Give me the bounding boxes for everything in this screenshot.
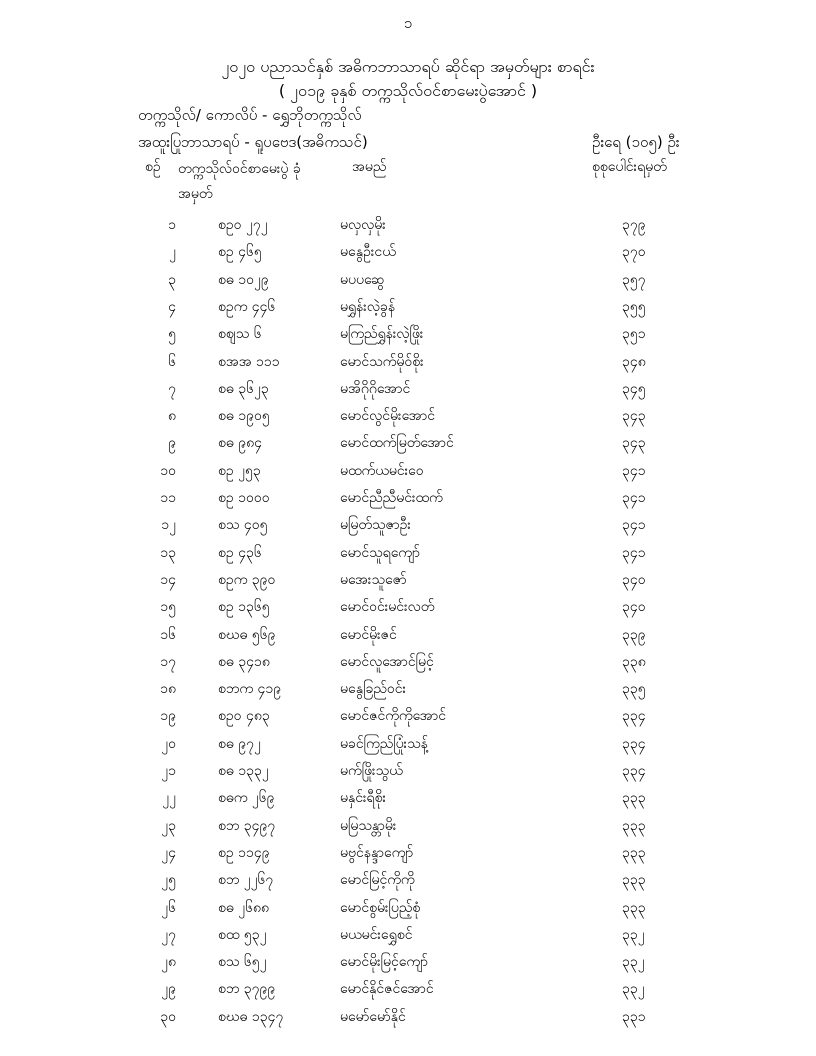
total-marks: ၃၃၈ <box>622 653 646 670</box>
roll-number: စဥက ၄၄၆ <box>218 298 276 315</box>
roll-number: စဓ ၁၉၀၅ <box>218 408 270 425</box>
student-name: မပပဆွေ <box>340 271 385 288</box>
row-number: ၃၀ <box>160 1008 176 1025</box>
student-name: မမော်မော်နိုင် <box>340 1008 406 1025</box>
student-name: မက်ဖြိုးသွယ် <box>340 763 403 779</box>
student-name: မမြသန္တာမိုး <box>340 817 397 834</box>
student-name: မောင်ညီညီမင်းထက် <box>340 490 443 506</box>
total-marks: ၃၃၅ <box>622 681 646 698</box>
student-name: မောင်ထက်မြတ်အောင် <box>340 435 454 452</box>
row-number: ၂၈ <box>161 954 176 971</box>
row-number: ၂၀ <box>161 735 176 752</box>
student-name: မအိဂိုဂိုအောင် <box>340 380 411 397</box>
student-name: မနွေခြည်ဝင်း <box>340 681 407 698</box>
table-row <box>0 706 816 730</box>
roll-number: စဘ ၃၇၉၉ <box>218 981 276 998</box>
row-number: ၂၉ <box>161 981 176 998</box>
total-marks: ၃၅၅ <box>622 298 646 315</box>
row-number: ၁၄ <box>160 571 176 588</box>
roll-number: စဓ ၂၆၈၈ <box>218 899 269 916</box>
table-row <box>0 979 816 1003</box>
table-row <box>0 734 816 758</box>
total-marks: ၃၄၅ <box>622 380 646 397</box>
table-row <box>0 379 816 403</box>
total-marks: ၃၃၃ <box>622 899 646 916</box>
row-number: ၃ <box>168 271 176 288</box>
table-row <box>0 952 816 976</box>
roll-number: စဓ ၉၇၂ <box>218 735 261 752</box>
row-number: ၁၁ <box>160 490 176 506</box>
column-header-name: အမည် <box>352 159 387 175</box>
total-marks: ၃၅၁ <box>622 326 646 343</box>
total-marks: ၃၄၁ <box>622 462 646 479</box>
roll-number: စဥ ၁၀၀၀ <box>218 490 270 506</box>
roll-number: စဥ ၂၅၃ <box>218 462 261 479</box>
roll-number: စဥ ၄၆၅ <box>218 244 262 261</box>
table-row <box>0 297 816 321</box>
total-marks: ၃၃၂ <box>622 981 645 998</box>
table-row <box>0 406 816 430</box>
total-marks: ၃၃၃ <box>622 817 646 834</box>
total-marks: ၃၇၉ <box>622 217 646 233</box>
row-number: ၁၆ <box>160 626 176 643</box>
row-number: ၂၃ <box>161 817 176 834</box>
student-name: မရွှန်းလဲ့ခွန် <box>340 298 396 315</box>
column-header-total-marks: စုစုပေါင်းရမှတ် <box>592 159 667 175</box>
student-name: မလှလှမိုး <box>340 217 386 233</box>
total-marks: ၃၄၃ <box>622 435 646 452</box>
row-number: ၉ <box>168 435 176 452</box>
student-name: မအေးသူဇော် <box>340 571 407 588</box>
student-count: ဦးရေ (၁၀၅) ဦး <box>592 133 680 151</box>
table-row <box>0 843 816 867</box>
row-number: ၁၀ <box>160 462 176 479</box>
total-marks: ၃၄၁ <box>622 544 646 561</box>
student-name: မမြတ်သူဇာဦး <box>340 517 411 534</box>
student-name: မောင်မိုးဇင် <box>340 626 397 643</box>
row-number: ၂၁ <box>161 763 176 779</box>
row-number: ၇ <box>168 380 176 397</box>
roll-number: စဃဓ ၁၃၄၇ <box>218 1008 284 1025</box>
table-row <box>0 270 816 294</box>
student-name: မဗွင်နန္ဒာကျော် <box>340 844 414 861</box>
roll-number: စသ ၆၅၂ <box>218 954 267 971</box>
table-row <box>0 788 816 812</box>
row-number: ၈ <box>168 408 176 425</box>
document-subtitle: ( ၂၀၁၉ ခုနှစ် တက္ကသိုလ်ဝင်စာမေးပွဲအောင် ) <box>278 81 538 100</box>
table-row <box>0 597 816 621</box>
roll-number: စထ ၅၃၂ <box>218 926 267 943</box>
total-marks: ၃၃၃ <box>622 844 646 861</box>
roll-number: စဥက ၃၉၀ <box>218 571 276 588</box>
table-row <box>0 925 816 949</box>
roll-number: စဓက ၂၆၉ <box>218 790 275 807</box>
row-number: ၄ <box>168 298 176 315</box>
student-name: မောင်လွင်မိုးအောင် <box>340 408 435 425</box>
student-name: မနွေဦးငယ် <box>340 244 396 261</box>
table-row <box>0 570 816 594</box>
total-marks: ၃၃၁ <box>622 1008 646 1025</box>
roll-number: စဓ ၃၆၂၃ <box>218 380 269 397</box>
row-number: ၂၅ <box>161 872 176 889</box>
student-name: မောင်ဇင်ကိုကိုအောင် <box>340 708 447 725</box>
column-header-no: စဉ် <box>145 159 161 175</box>
student-name: မောင်မိုးမြင့်ကျော် <box>340 954 429 971</box>
row-number: ၂၂ <box>162 790 176 807</box>
roll-number: စဃဓ ၅၆၉ <box>218 626 276 643</box>
page-number: ၁ <box>403 14 413 32</box>
row-number: ၂ <box>169 244 176 261</box>
total-marks: ၃၃၄ <box>622 763 646 779</box>
roll-number: စဓ ၉၈၄ <box>218 435 262 452</box>
university-line: တက္ကသိုလ်/ ကောလိပ် - ရွှေဘိုတက္ကသိုလ် <box>138 106 362 124</box>
row-number: ၆ <box>168 353 176 370</box>
roll-number: စသ ၄၀၅ <box>218 517 268 534</box>
row-number: ၂၇ <box>161 926 176 943</box>
roll-number: စဓ ၁၀၂၉ <box>218 271 269 288</box>
row-number: ၅ <box>168 326 176 343</box>
row-number: ၁၈ <box>160 681 176 698</box>
table-row <box>0 433 816 457</box>
student-name: မခင်ကြည်ပြုံးသန့် <box>340 735 428 752</box>
student-name: မောင်မြင့်ကိုကို <box>340 872 415 889</box>
roll-number: စအအ ၁၁၁ <box>218 353 280 370</box>
row-number: ၁ <box>168 217 176 233</box>
student-name: မောင်သူရကျော် <box>340 544 420 561</box>
roll-number: စဓ ၃၄၁၈ <box>218 653 270 670</box>
row-number: ၁၇ <box>160 653 176 670</box>
total-marks: ၃၇၀ <box>622 244 646 261</box>
table-row <box>0 1007 816 1031</box>
document-title: ၂၀၂၀ ပညာသင်နှစ် အဓိကဘာသာရပ် ဆိုင်ရာ အမှတ်များ စာရင်း <box>221 57 595 76</box>
table-row <box>0 679 816 703</box>
student-name: မောင်လူအောင်မြင့် <box>340 653 434 670</box>
total-marks: ၃၄၁ <box>622 490 646 506</box>
student-name: မထက်ယမင်းဝေ <box>340 462 424 479</box>
roll-number: စဘ ၂၂၆၇ <box>218 872 274 889</box>
total-marks: ၃၃၃ <box>622 790 646 807</box>
total-marks: ၃၄၁ <box>622 517 646 534</box>
roll-number: စဥ ၄၃၆ <box>218 544 262 561</box>
total-marks: ၃၃၉ <box>622 626 646 643</box>
total-marks: ၃၃၄ <box>622 735 646 752</box>
table-row <box>0 761 816 785</box>
total-marks: ၃၃၂ <box>622 954 645 971</box>
total-marks: ၃၄၀ <box>622 571 646 588</box>
student-name: မောင်ဝင်းမင်းလတ် <box>340 599 435 616</box>
table-row <box>0 625 816 649</box>
row-number: ၁၃ <box>160 544 176 561</box>
student-name: မောင်သက်မိုဝ်စိုး <box>340 353 424 370</box>
table-row <box>0 515 816 539</box>
roll-number: စဥဝ ၄၈၃ <box>218 708 270 725</box>
student-name: မောင်စွမ်းပြည့်စုံ <box>340 899 421 916</box>
table-row <box>0 324 816 348</box>
roll-number: စဥ ၁၃၆၅ <box>218 599 270 616</box>
total-marks: ၃၃၂ <box>622 926 645 943</box>
student-name: မောင်နိုင်ဇင်အောင် <box>340 981 434 998</box>
subject-line: အထူးပြုဘာသာရပ် - ရူပဗေဒ(အဓိကသင်) <box>138 133 368 151</box>
row-number: ၁၂ <box>161 517 176 534</box>
row-number: ၂၆ <box>161 899 176 916</box>
table-row <box>0 816 816 840</box>
table-row <box>0 352 816 376</box>
total-marks: ၃၃၃ <box>622 872 646 889</box>
table-row <box>0 242 816 266</box>
roll-number: စဥဝ ၂၇၂ <box>218 217 268 233</box>
column-header-roll-number: တက္ကသိုလ်ဝင်စာမေးပွဲ ခုံအမှတ် <box>178 161 301 202</box>
roll-number: စဘ ၃၄၉၇ <box>218 817 276 834</box>
table-row <box>0 215 816 239</box>
student-name: မကြည်ရွှန်းလဲ့ဖြိုး <box>340 326 424 343</box>
total-marks: ၃၄၀ <box>622 599 646 616</box>
total-marks: ၃၃၄ <box>622 708 646 725</box>
roll-number: စဈသ ၆ <box>218 326 262 343</box>
row-number: ၂၄ <box>161 844 176 861</box>
table-row <box>0 898 816 922</box>
total-marks: ၃၄၃ <box>622 408 646 425</box>
table-row <box>0 461 816 485</box>
table-row <box>0 652 816 676</box>
roll-number: စဓ ၁၃၃၂ <box>218 763 269 779</box>
student-name: မနှင်းရီစိုး <box>340 790 387 807</box>
roll-number: စဘက ၄၁၉ <box>218 681 282 698</box>
total-marks: ၃၅၇ <box>622 271 646 288</box>
student-name: မယမင်းရွှေစင် <box>340 926 413 943</box>
table-row <box>0 543 816 567</box>
row-number: ၁၅ <box>160 599 176 616</box>
total-marks: ၃၄၈ <box>622 353 646 370</box>
roll-number: စဥ ၁၁၄၉ <box>218 844 270 861</box>
table-row <box>0 488 816 512</box>
table-row <box>0 870 816 894</box>
row-number: ၁၉ <box>160 708 176 725</box>
